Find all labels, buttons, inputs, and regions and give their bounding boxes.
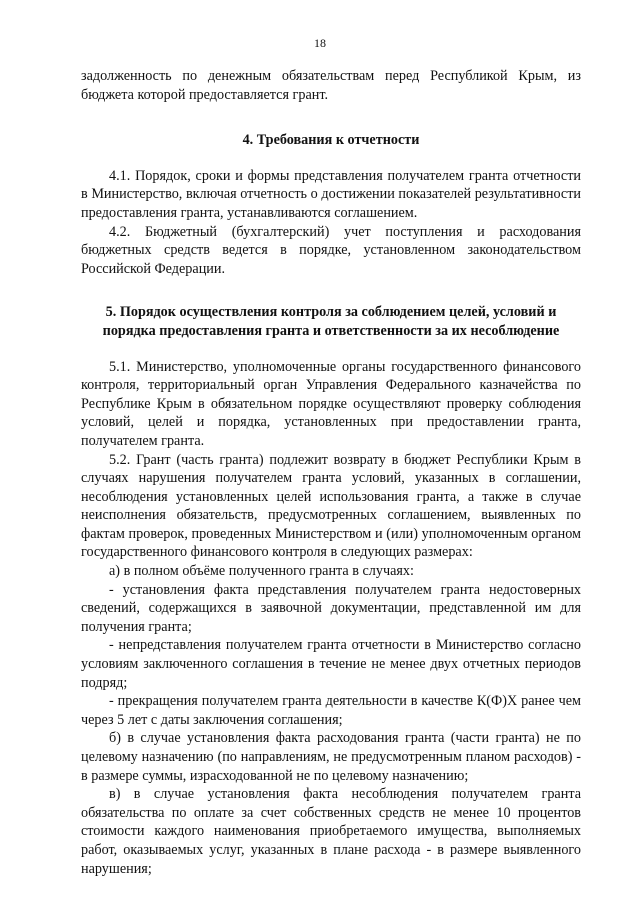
section-heading-4: 4. Требования к отчетности	[242, 132, 420, 149]
paragraph-item-a-2: - непредставления получателем гранта отчетности в Министерство согласно условиям заключенного соглашения в течение не менее двух отчетных периодов подряд;	[81, 637, 581, 691]
paragraph-5-2: 5.2. Грант (часть гранта) подлежит возврату в бюджет Республики Крым в случаях нарушения получателем гранта условий, указанных в соглашении, несоблюдения установленных целей использования гранта, а также в случае неисполнения обязательств, предусмотренных соглашением, выявленных по фактам проверок, проведенных Министерством и (или) уполномоченным органом государственного финансового контроля в следующих размерах:	[81, 451, 581, 561]
paragraph-4-1: 4.1. Порядок, сроки и формы представления получателем гранта отчетности в Министерство, включая отчетность о достижении показателей результативности предоставления гранта, устанавливаются соглашением.	[81, 167, 581, 221]
paragraph-4-2: 4.2. Бюджетный (бухгалтерский) учет поступления и расходования бюджетных средств ведется в порядке, установленном законодательством Российской Федерации.	[81, 223, 581, 277]
paragraph-item-v: в) в случае установления факта несоблюдения получателем гранта обязательства по оплате за счет собственных средств не менее 10 процентов стоимости каждого наименования приобретаемого имущества, выполняемых работ, оказываемых услуг, указанных в плане расхода - в размере выявленного нарушения;	[81, 786, 581, 877]
document-body	[81, 67, 581, 878]
paragraph-item-b: б) в случае установления факта расходования гранта (части гранта) не по целевому назначению (по направлениям, не предусмотренным планом расходов) - в размере суммы, израсходованной не по целевому назначению;	[81, 730, 581, 784]
paragraph-item-a-3: - прекращения получателем гранта деятельности в качестве К(Ф)Х ранее чем через 5 лет с даты заключения соглашения;	[81, 693, 581, 728]
section-heading-5: 5. Порядок осуществления контроля за соблюдением целей, условий и порядка предоставления гранта и ответственности за их несоблюдение	[102, 304, 560, 339]
paragraph-5-1: 5.1. Министерство, уполномоченные органы государственного финансового контроля, территориальный орган Управления Федерального казначейства по Республике Крым в обязательном порядке осуществляют проверку соблюдения условий, целей и порядка, установленных при предоставлении гранта, получателем гранта.	[81, 358, 581, 449]
page-number: 18	[314, 36, 326, 50]
paragraph-item-a-1: - установления факта представления получателем гранта недостоверных сведений, содержащихся в заявочной документации, представленной им для получения гранта;	[81, 581, 581, 635]
paragraph-item-a: а) в полном объёме полученного гранта в случаях:	[109, 563, 414, 580]
paragraph-continuation: задолженность по денежным обязательствам перед Республикой Крым, из бюджета которой предоставляется грант.	[81, 68, 581, 103]
